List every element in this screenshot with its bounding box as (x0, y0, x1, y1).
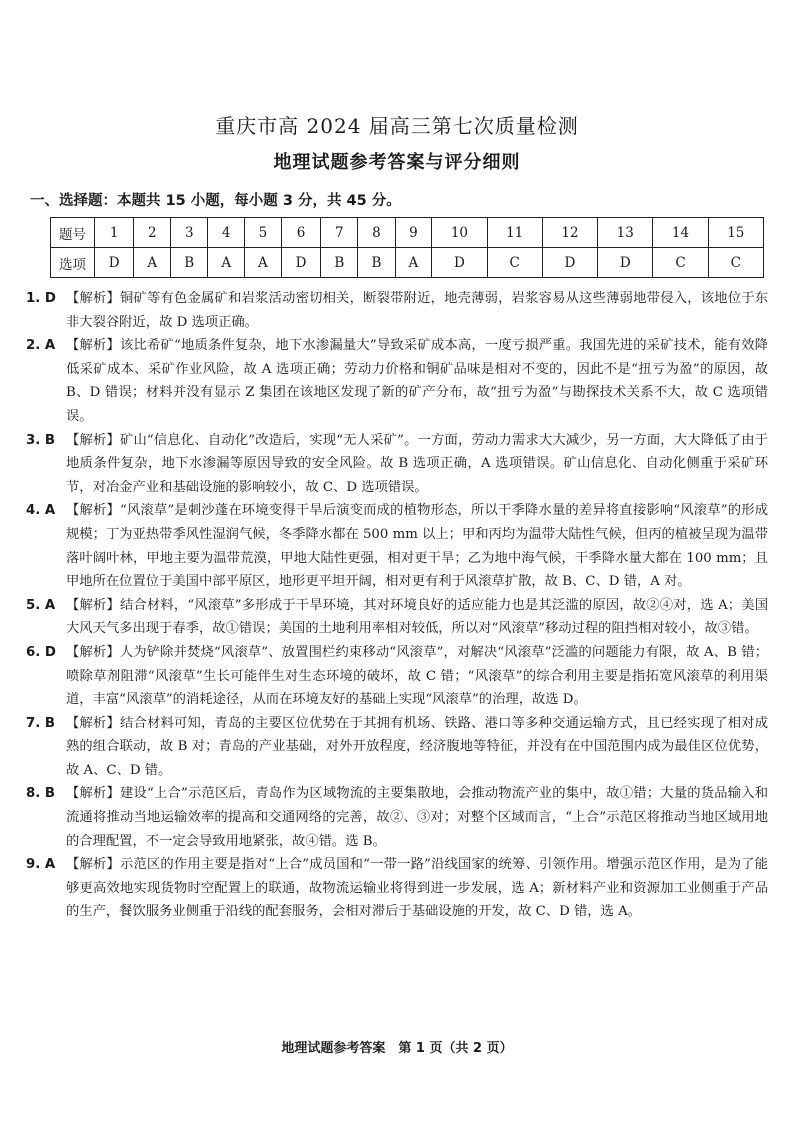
item-text: 建设“上合”示范区后，青岛作为区域物流的主要集散地，会推动物流产业的集中，故①错；大量的货品输入和流通将推动当地运输效率的提高和交通网络的完善，故②、③对；对整个区域而言，“上合”示范区将推动当地区域用地的合理配置，不一定会导致用地紧张，故④错。选 B。 (66, 786, 768, 849)
item-number: 2. A (26, 338, 56, 354)
answer-table-answer-row (51, 248, 764, 278)
answer-cell: D (598, 248, 653, 278)
number-row-label: 题号 (51, 218, 95, 248)
explanation-item (26, 782, 768, 853)
question-number-cell: 12 (542, 218, 597, 248)
item-text: 结合材料可知，青岛的主要区位优势在于其拥有机场、铁路、港口等多种交通运输方式，且已经实现了相对成熟的组合联动，故 B 对；青岛的产业基础，对外开放程度，经济腹地等特征，并没有在中国范围内成为最佳区位优势，故 A、C、D 错。 (66, 715, 769, 778)
answer-cell: B (358, 248, 395, 278)
question-number-cell: 7 (321, 218, 358, 248)
explanation-item (26, 712, 768, 783)
explanation-item (26, 641, 768, 712)
explanation-item (26, 429, 768, 500)
item-number: 9. A (26, 857, 56, 873)
item-number: 7. B (26, 715, 56, 731)
analysis-tag: 【解析】 (66, 715, 121, 731)
analysis-tag: 【解析】 (66, 857, 120, 873)
answer-cell: A (245, 248, 282, 278)
item-body (66, 287, 768, 334)
analysis-tag: 【解析】 (66, 786, 120, 802)
analysis-tag: 【解析】 (66, 503, 120, 519)
item-text: 示范区的作用主要是指对“上合”成员国和“一带一路”沿线国家的统筹、引领作用。增强示范区作用，是为了能够更高效地实现货物时空配置上的联通，故物流运输业将得到进一步发展，选 A；新材料产业和资源加工业侧重于产品的生产，餐饮服务业侧重于沿线的配套服务，会相对滞后于基础设施的开发，故 C、D 错，选 A。 (66, 857, 769, 920)
item-number: 4. A (26, 503, 56, 519)
answer-table (50, 217, 764, 278)
page-footer: 地理试题参考答案 第 1 页（共 2 页） (281, 1041, 513, 1056)
item-body (66, 429, 768, 500)
item-text: 该比希矿“地质条件复杂，地下水渗漏量大”导致采矿成本高，一度亏损严重。我国先进的采矿技术，能有效降低采矿成本、采矿作业风险，故 A 选项正确；劳动力价格和铜矿品味是相对不变的，因此不是“扭亏为盈”的原因，故 B、D 错误；材料并没有显示 Z 集团在该地区发现了新的矿产分布，故“扭亏为盈”与勘探技术关系不大，故 C 选项错误。 (66, 338, 768, 424)
item-number: 1. D (26, 291, 56, 306)
answer-cell: A (395, 248, 432, 278)
explanation-item (26, 499, 768, 593)
question-number-cell: 9 (395, 218, 432, 248)
question-number-cell: 13 (598, 218, 653, 248)
item-text: 铜矿等有色金属矿和岩浆活动密切相关，断裂带附近，地壳薄弱，岩浆容易从这些薄弱地带侵入，该地位于东非大裂谷附近，故 D 选项正确。 (66, 291, 769, 330)
analysis-tag: 【解析】 (66, 644, 120, 660)
item-text: 矿山“信息化、自动化”改造后，实现“无人采矿”。一方面，劳动力需求大大减少，另一方面，大大降低了由于地质条件复杂，地下水渗漏等原因导致的安全风险。故 B 选项正确，A 选项错误。矿山信息化、自动化侧重于采矿环节，对冶金产业和基础设施的影响较小，故 C、D 选项错误。 (66, 432, 769, 495)
analysis-tag: 【解析】 (66, 432, 120, 448)
answer-row-label: 选项 (51, 248, 95, 278)
page-title: 重庆市高 2024 届高三第七次质量检测 (215, 114, 579, 138)
analysis-tag: 【解析】 (66, 291, 121, 306)
item-body (66, 499, 768, 593)
explanation-item (26, 594, 768, 641)
answer-cell: C (653, 248, 708, 278)
section-heading: 一、选择题：本题共 15 小题，每小题 3 分，共 45 分。 (30, 193, 401, 209)
answer-cell: D (542, 248, 597, 278)
answer-cell: B (321, 248, 358, 278)
question-number-cell: 1 (95, 218, 134, 248)
answer-cell: C (487, 248, 542, 278)
explanation-item (26, 334, 768, 428)
item-body (66, 594, 768, 641)
question-number-cell: 11 (487, 218, 542, 248)
analysis-tag: 【解析】 (66, 597, 120, 613)
explanation-item (26, 853, 768, 924)
item-number: 6. D (26, 644, 56, 660)
question-number-cell: 14 (653, 218, 708, 248)
question-number-cell: 3 (171, 218, 208, 248)
answer-cell: B (171, 248, 208, 278)
answer-cell: C (708, 248, 763, 278)
answer-cell: A (134, 248, 171, 278)
answer-cell: D (95, 248, 134, 278)
question-number-cell: 10 (432, 218, 487, 248)
explanation-list (26, 287, 768, 924)
answer-cell: A (208, 248, 245, 278)
page-subtitle: 地理试题参考答案与评分细则 (273, 152, 521, 173)
item-text: 人为铲除并焚烧“风滚草”、放置围栏约束移动“风滚草”，对解决“风滚草”泛滥的问题能力有限，故 A、B 错；喷除草剂阻滞“风滚草”生长可能伴生对生态环境的破坏，故 C 错；“风滚草”的综合利用主要是指拓宽风滚草的利用渠道，丰富“风滚草”的消耗途径，从而在环境友好的基础上实现“风滚草”的治理，故选 D。 (66, 644, 769, 708)
item-number: 8. B (26, 786, 56, 802)
item-text: 结合材料，“风滚草”多形成于干旱环境，其对环境良好的适应能力也是其泛滥的原因，故②④对，选 A；美国大风天气多出现于春季，故①错误；美国的土地利用率相对较低，所以对“风滚草”移动过程的阻挡相对较小，故③错。 (66, 597, 768, 637)
item-body (66, 853, 768, 924)
answer-table-number-row (51, 218, 764, 248)
item-body (66, 641, 768, 712)
item-body (66, 782, 768, 853)
answer-cell: D (432, 248, 487, 278)
question-number-cell: 8 (358, 218, 395, 248)
explanation-item (26, 287, 768, 334)
question-number-cell: 15 (708, 218, 763, 248)
item-number: 3. B (26, 432, 56, 448)
item-body (66, 334, 768, 428)
question-number-cell: 6 (281, 218, 320, 248)
item-number: 5. A (26, 597, 56, 613)
question-number-cell: 5 (245, 218, 282, 248)
analysis-tag: 【解析】 (66, 338, 120, 354)
answer-cell: D (281, 248, 320, 278)
question-number-cell: 4 (208, 218, 245, 248)
item-body (66, 712, 768, 783)
item-text: “风滚草”是刺沙蓬在环境变得干旱后演变而成的植物形态，所以干季降水量的差异将直接影响“风滚草”的形成规模；丁为亚热带季风性湿润气候，冬季降水都在 500 mm 以上；甲和丙均为温带大陆性气候，但丙的植被呈现为温带落叶阔叶林，甲地主要为温带荒漠，甲地大陆性更强，相对更干旱；乙为地中海气候，干季降水量大都在 100 mm；且甲地所在位置位于美国中部平原区，地形更平坦开阔，相对更有利于风滚草扩散，故 B、C、D 错，A 对。 (66, 503, 769, 590)
question-number-cell: 2 (134, 218, 171, 248)
